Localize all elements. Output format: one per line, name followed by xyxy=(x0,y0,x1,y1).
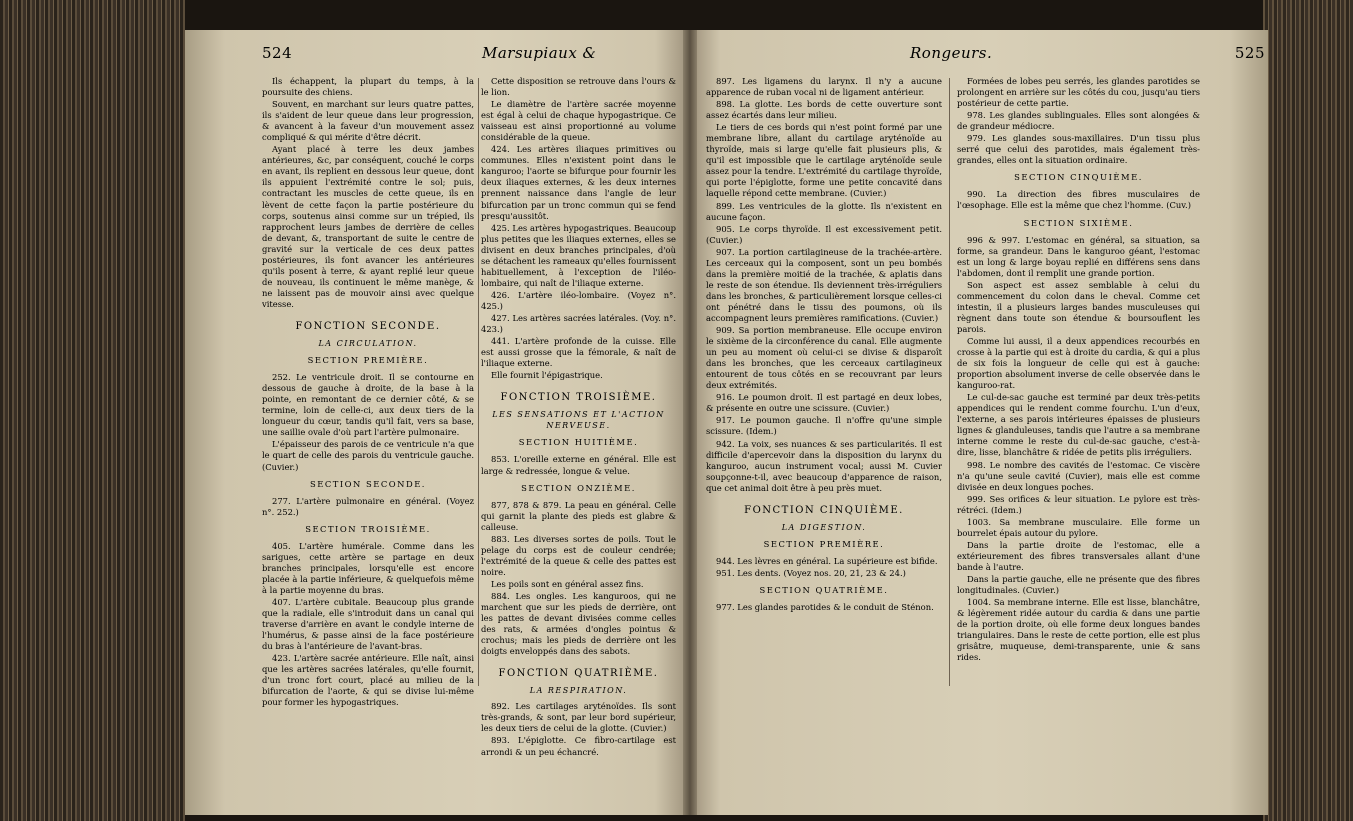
paragraph: 1003. Sa membrane musculaire. Elle forme un bourrelet épais autour du pylore. xyxy=(957,516,1200,538)
paragraph: Son aspect est assez semblable à celui du commencement du colon dans le cheval. Comme cet intestin, il a plusieurs larges bandes musculeuses qui règnent dans toute son étendue & boursouflent les parois. xyxy=(957,279,1200,334)
topic-heading: LA DIGESTION. xyxy=(781,522,867,532)
section-heading: SECTION SECONDE. xyxy=(310,478,426,489)
paragraph: 917. Le poumon gauche. Il n'offre qu'une simple scissure. (Idem.) xyxy=(706,415,942,437)
paragraph: 990. La direction des fibres musculaires de l'œsophage. Elle est la même que chez l'homme. (Cuv.) xyxy=(957,189,1200,211)
paragraph: Le cul-de-sac gauche est terminé par deux très-petits appendices qui le rendent comme fourchu. L'un d'eux, l'externe, a ses parois intérieures épaisses de plusieurs lignes & glanduleuses, tandis que l'autre a sa membrane interne comme le reste du cul-de-sac gauche, c'est-à-dire, lisse, blanchâtre & ridée de petits plis irréguliers. xyxy=(957,392,1200,458)
section-heading: SECTION CINQUIÈME. xyxy=(1014,172,1143,183)
book-gutter xyxy=(683,30,697,815)
left-page-number: 524 xyxy=(262,44,293,62)
paragraph: 877, 878 & 879. La peau en général. Celle qui garnit la plante des pieds est glabre & calleuse. xyxy=(481,499,676,532)
paragraph: 427. Les artères sacrées latérales. (Voy. n°. 423.) xyxy=(481,312,676,335)
topic-heading: LES SENSATIONS ET L'ACTION NERVEUSE. xyxy=(492,410,665,431)
paragraph: Ayant placé à terre les deux jambes antérieures, &c, par conséquent, couché le corps en avant, ils replient en dessous leur queue, dont ils appuient l'extrémité contre le sol; puis, contractant les muscles de cette queue, ils en lèvent de cette façon la partie postérieure du corps, soutenus ainsi comme sur un trépied, ils rapprochent leurs jambes de derrière de celles de devant, &, transportant de suite le centre de gravité sur la verticale de ces deux pattes postérieures, ils font avancer les antérieures qu'ils posent à terre, & ayant replié leur queue de nouveau, ils continuent le même manège, & ne laissent pas de mouvoir ainsi avec quelque vitesse. xyxy=(262,144,474,309)
section-heading: SECTION PREMIÈRE. xyxy=(307,355,429,366)
paragraph: 424. Les artères iliaques primitives ou communes. Elles n'existent point dans le kanguroo; l'aorte se bifurque pour fournir les deux iliaques externes, & les deux internes prennent naissance dans l'angle de leur bifurcation par un tronc commun qui se fend presqu'aussitôt. xyxy=(481,144,676,221)
paragraph: 909. Sa portion membraneuse. Elle occupe environ le sixième de la circonférence du canal. Elle augmente un peu au moment où celui-ci se divise & disparoît dans les bronches, que les cerceaux cartilagineux entourent de tous côtés en se recouvrant par leurs deux extrémités. xyxy=(706,325,942,391)
right-page-column-2 xyxy=(957,76,1200,816)
paragraph: 893. L'épiglotte. Ce fibro-cartilage est arrondi & un peu échancré. xyxy=(481,735,676,757)
section-heading: SECTION HUITIÈME. xyxy=(518,437,639,448)
topic-heading: LA RESPIRATION. xyxy=(529,686,628,696)
left-page-column-2 xyxy=(481,76,676,816)
paragraph: 978. Les glandes sublinguales. Elles sont alongées & de grandeur médiocre. xyxy=(957,110,1200,132)
fonction-heading: FONCTION CINQUIÈME. xyxy=(744,504,904,516)
paragraph: Le diamètre de l'artère sacrée moyenne est égal à celui de chaque hypogastrique. Ce vaisseau est ainsi proportionné au volume considérable de la queue. xyxy=(481,99,676,143)
right-page-number: 525 xyxy=(1234,44,1265,62)
paragraph: 883. Les diverses sortes de poils. Tout le pelage du corps est de couleur cendrée; l'extrémité de la queue & celle des pattes est noire. xyxy=(481,533,676,577)
paragraph: 423. L'artère sacrée antérieure. Elle naît, ainsi que les artères sacrées latérales, qu'elle fournit, d'un tronc fort court, placé au milieu de la bifurcation de l'aorte, & qui se divise lui-même pour former les hypogastriques. xyxy=(262,653,474,708)
fonction-heading: FONCTION QUATRIÈME. xyxy=(498,668,659,680)
column-rule-right xyxy=(949,78,950,686)
paragraph: Souvent, en marchant sur leurs quatre pattes, ils s'aident de leur queue dans leur progression, & avancent à la faveur d'un mouvement assez compliqué & qui mérite d'être décrit. xyxy=(262,99,474,143)
paragraph: 441. L'artère profonde de la cuisse. Elle est aussi grosse que la fémorale, & naît de l'iliaque externe. xyxy=(481,336,676,369)
paragraph: 853. L'oreille externe en général. Elle est large & redressée, longue & velue. xyxy=(481,454,676,476)
section-heading: SECTION QUATRIÈME. xyxy=(759,584,889,595)
paragraph: 979. Les glandes sous-maxillaires. D'un tissu plus serré que celui des parotides, mais également très-grandes, elles ont la situation ordinaire. xyxy=(957,133,1200,166)
paragraph: 905. Le corps thyroïde. Il est excessivement petit. (Cuvier.) xyxy=(706,223,942,245)
paragraph: Formées de lobes peu serrés, les glandes parotides se prolongent en arrière sur les côtés du cou, jusqu'au tiers postérieur de cette partie. xyxy=(957,76,1200,109)
paragraph: 898. La glotte. Les bords de cette ouverture sont assez écartés dans leur milieu. xyxy=(706,99,942,121)
right-page-column-1 xyxy=(706,76,942,816)
paragraph: 884. Les ongles. Les kanguroos, qui ne marchent que sur les pieds de derrière, ont les pattes de devant divisées comme celles des rats, & armées d'ongles pointus & crochus; mais les pieds de derrière ont les doigts enveloppés dans des sabots. xyxy=(481,590,676,657)
left-page-column-1 xyxy=(262,76,474,816)
section-heading: SECTION TROISIÈME. xyxy=(305,523,431,534)
fonction-heading: FONCTION TROISIÈME. xyxy=(500,392,657,404)
left-running-title: Marsupiaux & xyxy=(482,44,597,62)
section-heading: SECTION PREMIÈRE. xyxy=(763,538,885,549)
paragraph: 407. L'artère cubitale. Beaucoup plus grande que la radiale, elle s'introduit dans un canal qui traverse d'arrière en avant le condyle interne de l'humérus, & passe ainsi de la face postérieure du bras à l'antérieure de l'avant-bras. xyxy=(262,596,474,652)
paragraph: 277. L'artère pulmonaire en général. (Voyez n°. 252.) xyxy=(262,495,474,517)
paragraph: L'épaisseur des parois de ce ventricule n'a que le quart de celle des parois du ventricule gauche. (Cuvier.) xyxy=(262,439,474,472)
paragraph: 426. L'artère iléo-lombaire. (Voyez n°. 425.) xyxy=(481,289,676,311)
section-heading: SECTION ONZIÈME. xyxy=(521,482,636,493)
section-heading: SECTION SIXIÈME. xyxy=(1023,217,1134,228)
paragraph: 405. L'artère humérale. Comme dans les sarigues, cette artère se partage en deux branches principales, lorsqu'elle est encore placée à la partie inférieure, & quelquefois même à la partie moyenne du bras. xyxy=(262,540,474,595)
paragraph: 916. Le poumon droit. Il est partagé en deux lobes, & présente en outre une scissure. (Cuvier.) xyxy=(706,392,942,414)
right-page-edges xyxy=(1263,0,1353,821)
paragraph: Dans la partie gauche, elle ne présente que des fibres longitudinales. (Cuvier.) xyxy=(957,573,1200,596)
paragraph: 951. Les dents. (Voyez nos. 20, 21, 23 & 24.) xyxy=(716,567,906,578)
paragraph: Les poils sont en général assez fins. xyxy=(491,578,644,589)
paragraph: Comme lui aussi, il a deux appendices recourbés en crosse à la partie qui est à droite du cardia, & qui a plus de six fois la longueur de celle qui est à gauche: proportion absolument inverse de celle observée dans le kanguroo-rat. xyxy=(957,335,1200,391)
right-running-title: Rongeurs. xyxy=(910,44,993,62)
paragraph: 897. Les ligamens du larynx. Il n'y a aucune apparence de ruban vocal ni de ligament antérieur. xyxy=(706,76,942,98)
paragraph: 252. Le ventricule droit. Il se contourne en dessous de gauche à droite, de la base à la pointe, en remontant de ce dernier côté, & se termine, loin de celle-ci, aux deux tiers de la longueur du cœur, tandis qu'il fait, vers sa base, une saillie ovale d'où part l'artère pulmonaire. xyxy=(262,372,474,438)
paragraph: 998. Le nombre des cavités de l'estomac. Ce viscère n'a qu'une seule cavité (Cuvier), mais elle est comme divisée en deux longues poches. xyxy=(957,459,1200,492)
paragraph: 996 & 997. L'estomac en général, sa situation, sa forme, sa grandeur. Dans le kanguroo géant, l'estomac est un long & large boyau replié en différens sens dans l'abdomen, dont il remplit une grande portion. xyxy=(957,234,1200,278)
paragraph: 425. Les artères hypogastriques. Beaucoup plus petites que les iliaques externes, elles se divisent en deux branches principales, d'où se détachent les rameaux qu'elles fournissent habituellement, à l'exception de l'iléo-lombaire, qui naît de l'iliaque externe. xyxy=(481,222,676,288)
right-running-head xyxy=(700,44,1265,66)
paragraph: 942. La voix, ses nuances & ses particularités. Il est difficile d'apercevoir dans la disposition du larynx du kanguroo, aucun instrument vocal; aussi M. Cuvier soupçonne-t-il, avec beaucoup d'apparence de raison, que cet animal doit être à peu près muet. xyxy=(706,438,942,493)
paragraph: Ils échappent, la plupart du temps, à la poursuite des chiens. xyxy=(262,76,474,98)
topic-heading: LA CIRCULATION. xyxy=(318,339,418,349)
paragraph: 977. Les glandes parotides & le conduit de Sténon. xyxy=(716,602,934,613)
paragraph: Cette disposition se retrouve dans l'ours & le lion. xyxy=(481,76,676,98)
paragraph: Dans la partie droite de l'estomac, elle a extérieurement des fibres transversales allant d'une bande à l'autre. xyxy=(957,539,1200,572)
paragraph: 944. Les lèvres en général. La supérieure est bifide. xyxy=(716,555,938,566)
paragraph: Le tiers de ces bords qui n'est point formé par une membrane libre, allant du cartilage aryténoïde au thyroïde, mais si large qu'elle fait plusieurs plis, & qu'il est impossible que le cartilage aryténoïde seule assez pour la tendre. L'extrémité du cartilage thyroïde, qui porte l'épiglotte, forme une petite concavité dans laquelle répond cette membrane. (Cuvier.) xyxy=(706,122,942,199)
left-running-head xyxy=(262,44,682,66)
column-rule-left xyxy=(478,78,479,686)
paragraph: 999. Ses orifices & leur situation. Le pylore est très-rétréci. (Idem.) xyxy=(957,493,1200,515)
paragraph: Elle fournit l'épigastrique. xyxy=(491,370,603,381)
fonction-heading: FONCTION SECONDE. xyxy=(295,320,441,332)
left-page-edges xyxy=(0,0,185,821)
paragraph: 899. Les ventricules de la glotte. Ils n'existent en aucune façon. xyxy=(706,200,942,222)
paragraph: 1004. Sa membrane interne. Elle est lisse, blanchâtre, & légèrement ridée autour du cardia & dans une partie de la portion droite, où elle forme deux longues bandes triangulaires. Dans le reste de cette portion, elle est plus grisâtre, muqueuse, demi-transparente, unie & sans rides. xyxy=(957,597,1200,663)
paragraph: 892. Les cartilages aryténoïdes. Ils sont très-grands, & sont, par leur bord supérieur, les deux tiers de celui de la glotte. (Cuvier.) xyxy=(481,701,676,734)
paragraph: 907. La portion cartilagineuse de la trachée-artère. Les cerceaux qui la composent, sont un peu bombés dans la première moitié de la trachée, & aplatis dans le reste de son étendue. Ils deviennent très-irréguliers dans les bronches, & particulièrement lorsque celles-ci ont pénétré dans le tissu des poumons, où ils accompagnent leurs premières ramifications. (Cuvier.) xyxy=(706,246,942,323)
